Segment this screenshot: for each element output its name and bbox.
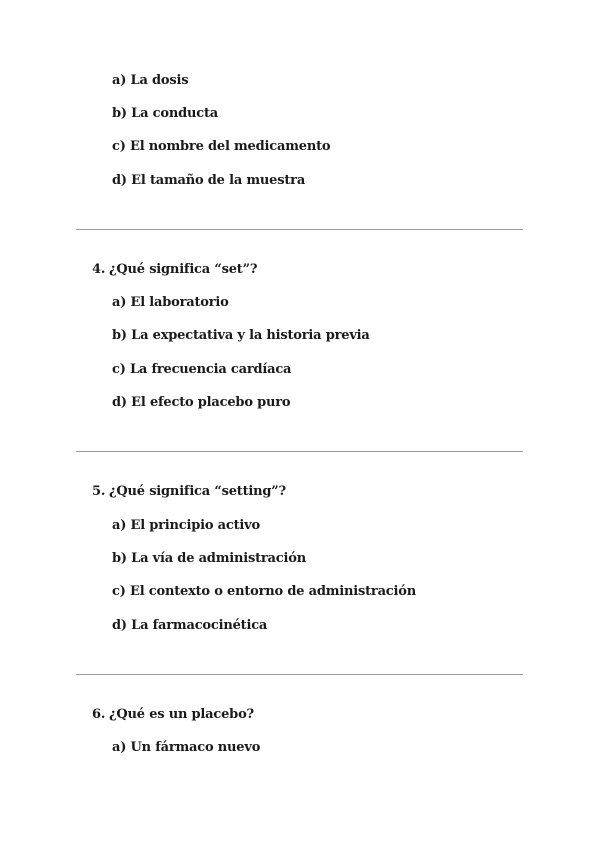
option-4a: a) El laboratorio	[112, 295, 229, 310]
option-prev-c: c) El nombre del medicamento	[112, 139, 331, 154]
option-5d: d) La farmacocinética	[112, 618, 268, 633]
option-prev-a: a) La dosis	[112, 73, 189, 88]
option-5b: b) La vía de administración	[112, 551, 306, 566]
option-5c: c) El contexto o entorno de administración	[112, 584, 416, 599]
divider	[76, 229, 523, 230]
option-4d: d) El efecto placebo puro	[112, 395, 291, 410]
option-prev-d: d) El tamaño de la muestra	[112, 173, 306, 188]
question-number: 4.	[92, 262, 106, 277]
option-5a: a) El principio activo	[112, 518, 260, 533]
question-number: 6.	[92, 707, 106, 722]
question-number: 5.	[92, 484, 106, 499]
question-text: ¿Qué es un placebo?	[109, 707, 254, 722]
option-6a: a) Un fármaco nuevo	[112, 740, 261, 755]
question-5	[92, 484, 286, 500]
option-4c: c) La frecuencia cardíaca	[112, 362, 292, 377]
divider	[76, 674, 523, 675]
question-text: ¿Qué significa “setting”?	[109, 484, 286, 499]
question-6	[92, 707, 254, 723]
option-prev-b: b) La conducta	[112, 106, 218, 121]
option-4b: b) La expectativa y la historia previa	[112, 328, 370, 343]
question-4	[92, 262, 257, 278]
divider	[76, 451, 523, 452]
question-text: ¿Qué significa “set”?	[109, 262, 258, 277]
